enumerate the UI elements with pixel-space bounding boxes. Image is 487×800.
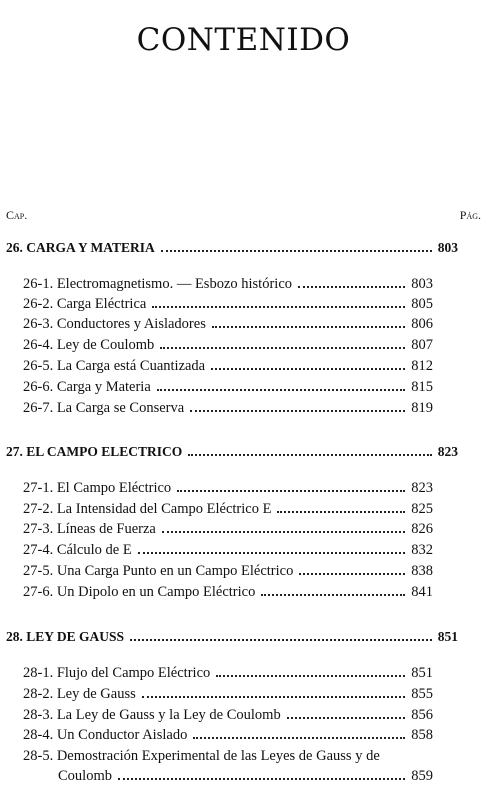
section-page: 807 <box>411 337 433 353</box>
section-title: 28-1. Flujo del Campo Eléctrico <box>23 665 211 681</box>
leader-dots <box>193 737 405 739</box>
toc-entry-28-2 <box>23 686 433 703</box>
section-title: 26-6. Carga y Materia <box>23 379 151 395</box>
section-title: 27-2. La Intensidad del Campo Eléctrico E <box>23 501 272 517</box>
toc-entry-26-3 <box>23 316 433 333</box>
toc-entry-26-6 <box>23 379 433 396</box>
leader-dots <box>298 286 405 288</box>
chapter-title: 28. LEY DE GAUSS <box>6 629 125 644</box>
section-page: 851 <box>411 665 433 681</box>
section-page: 841 <box>411 584 433 600</box>
leader-dots <box>287 717 406 719</box>
toc-entry-28-3 <box>23 707 433 724</box>
leader-dots <box>216 675 405 677</box>
leader-dots <box>160 347 405 349</box>
toc-entry-27-2 <box>23 501 433 518</box>
leader-dots <box>162 531 405 533</box>
section-title-continuation-line <box>23 766 433 786</box>
toc-entry-26-4 <box>23 337 433 354</box>
section-title: 28-5. Demostración Experimental de las Leyes de Gauss y de <box>23 748 380 764</box>
section-title: 26-4. Ley de Coulomb <box>23 337 155 353</box>
section-title: 26-7. La Carga se Conserva <box>23 400 185 416</box>
section-page: 832 <box>411 542 433 558</box>
chapter-28-entry <box>6 629 458 645</box>
leader-dots <box>142 696 405 698</box>
section-title: 27-6. Un Dipolo en un Campo Eléctrico <box>23 584 256 600</box>
chapter-page: 851 <box>437 629 458 644</box>
section-title: 28-3. La Ley de Gauss y la Ley de Coulomb <box>23 707 281 723</box>
leader-dots <box>277 511 405 513</box>
section-page: 823 <box>411 480 433 496</box>
toc-entry-28-5 <box>23 746 433 786</box>
toc-entry-27-3 <box>23 521 433 538</box>
section-title: 26-1. Electromagnetismo. — Esbozo histórico <box>23 276 293 292</box>
chapter-page: 803 <box>437 240 458 255</box>
leader-dots <box>118 778 405 780</box>
chapter-title: 26. CARGA Y MATERIA <box>6 240 155 255</box>
section-title: 26-5. La Carga está Cuantizada <box>23 358 206 374</box>
section-title-continuation: Coulomb <box>58 768 112 784</box>
toc-entry-27-5 <box>23 563 433 580</box>
toc-entry-28-1 <box>23 665 433 682</box>
section-page: 812 <box>411 358 433 374</box>
section-title: 27-5. Una Carga Punto en un Campo Eléctrico <box>23 563 294 579</box>
section-title: 27-1. El Campo Eléctrico <box>23 480 172 496</box>
leader-dots <box>261 594 405 596</box>
column-header-page: Pág. <box>459 208 481 222</box>
leader-dots <box>212 326 405 328</box>
toc-entry-26-2 <box>23 296 433 313</box>
section-page: 815 <box>411 379 433 395</box>
section-page: 805 <box>411 296 433 312</box>
leader-dots <box>190 410 405 412</box>
page-title: CONTENIDO <box>136 22 351 58</box>
section-title: 27-3. Líneas de Fuerza <box>23 521 156 537</box>
section-page: 819 <box>411 400 433 416</box>
section-title: 26-3. Conductores y Aisladores <box>23 316 206 332</box>
toc-entry-27-4 <box>23 542 433 559</box>
section-page: 806 <box>411 316 433 332</box>
chapter-27-entry <box>6 444 458 460</box>
leader-dots <box>161 250 432 252</box>
section-page: 838 <box>411 563 433 579</box>
leader-dots <box>130 639 432 641</box>
toc-entry-27-1 <box>23 480 433 497</box>
section-page: 826 <box>411 521 433 537</box>
section-title: 26-2. Carga Eléctrica <box>23 296 147 312</box>
leader-dots <box>177 490 405 492</box>
leader-dots <box>299 573 405 575</box>
toc-entry-26-1 <box>23 276 433 293</box>
toc-entry-26-7 <box>23 400 433 417</box>
section-page: 856 <box>411 707 433 723</box>
leader-dots <box>152 306 405 308</box>
section-title: 28-2. Ley de Gauss <box>23 686 136 702</box>
toc-entry-28-4 <box>23 727 433 744</box>
column-header-chapter: Cap. <box>6 208 28 222</box>
leader-dots <box>157 389 405 391</box>
section-page: 858 <box>411 727 433 743</box>
section-page: 855 <box>411 686 433 702</box>
section-page: 859 <box>411 768 433 784</box>
section-page: 825 <box>411 501 433 517</box>
toc-entry-26-5 <box>23 358 433 375</box>
chapter-title: 27. EL CAMPO ELECTRICO <box>6 444 183 459</box>
leader-dots <box>211 368 405 370</box>
toc-entry-27-6 <box>23 584 433 601</box>
chapter-26-entry <box>6 240 458 256</box>
section-page: 803 <box>411 276 433 292</box>
leader-dots <box>188 454 431 456</box>
leader-dots <box>138 552 406 554</box>
section-title: 28-4. Un Conductor Aislado <box>23 727 188 743</box>
section-title: 27-4. Cálculo de E <box>23 542 132 558</box>
chapter-page: 823 <box>437 444 458 459</box>
